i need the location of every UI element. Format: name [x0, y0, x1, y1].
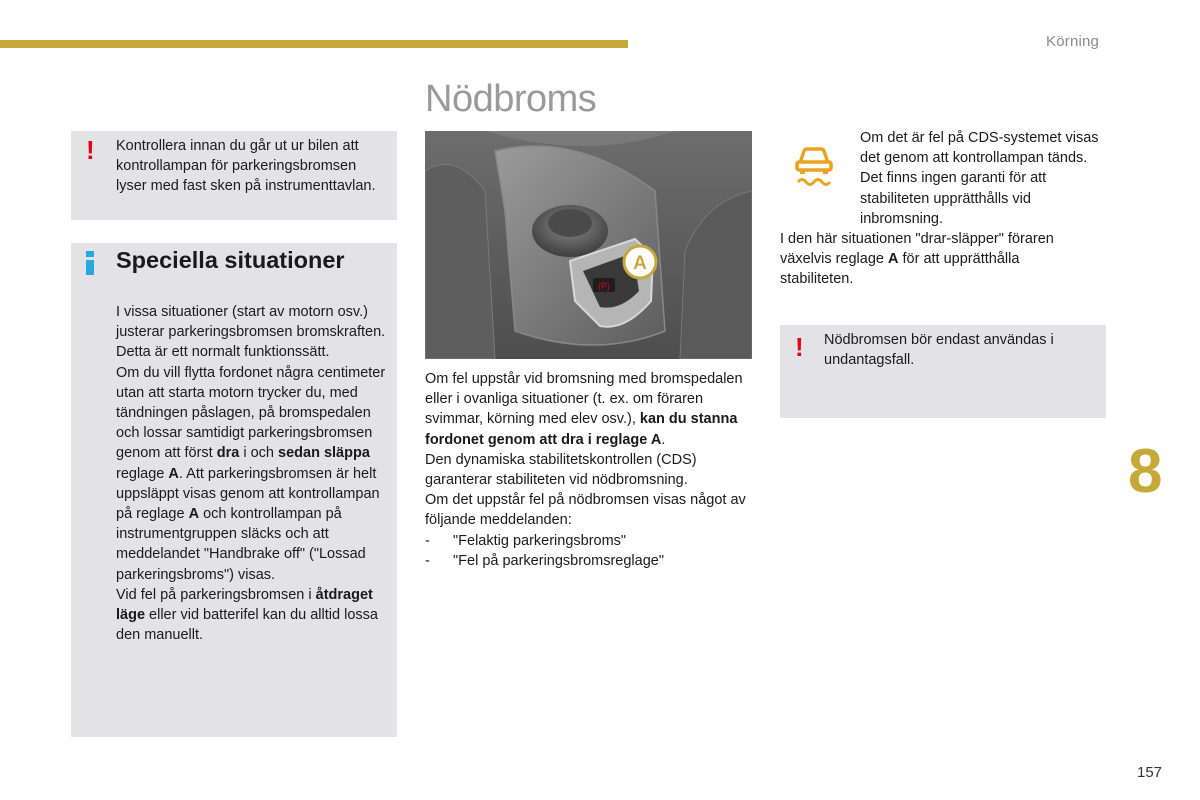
middle-paragraph-1: Om fel uppstår vid bromsning med bromspedalen eller i ovanliga situationer (t. ex. om föraren svimmar, körning med elev osv.), kan du stanna fordonet genom att dra i reglage A.	[425, 371, 743, 448]
middle-column-text	[425, 369, 755, 571]
middle-paragraph-2: Den dynamiska stabilitetskontrollen (CDS) garanterar stabiliteten vid nödbromsning.	[425, 451, 697, 489]
warning-text-parking-lamp: Kontrollera innan du går ut ur bilen att kontrollampan för parkeringsbromsen lyser med fast sken på instrumenttavlan.	[116, 138, 376, 194]
cds-warning-text: Om det är fel på CDS-systemet visas det genom att kontrollampan tänds. Det finns ingen garanti för att stabiliteten upprätthålls vid inbromsning.	[860, 130, 1099, 227]
section-label: Körning	[1046, 33, 1100, 50]
stability-control-warning-icon	[790, 141, 838, 189]
middle-paragraph-3: Om det uppstår fel på nödbromsen visas något av följande meddelanden:	[425, 492, 746, 529]
chapter-number: 8	[1128, 437, 1163, 506]
info-paragraph-1: I vissa situationer (start av motorn osv.) justerar parkeringsbromsen bromskraften. Detta är ett normalt funktionssätt.	[116, 304, 386, 361]
message-list-item: - "Felaktig parkeringsbroms"	[425, 532, 627, 549]
parking-brake-control-icon: (P)	[598, 281, 610, 291]
page-title: Nödbroms	[425, 78, 597, 120]
info-box-heading: Speciella situationer	[116, 247, 345, 273]
header-accent-bar	[0, 40, 628, 48]
right-paragraph: I den här situationen "drar-släpper" föraren växelvis reglage A för att upprätthålla stabiliteten.	[780, 231, 1054, 288]
callout-a-letter: A	[633, 253, 647, 274]
info-box-body	[116, 302, 394, 645]
info-icon	[86, 251, 94, 275]
page-number: 157	[1137, 764, 1163, 781]
parking-brake-illustration-svg	[425, 131, 752, 359]
info-paragraph-2: Om du vill flytta fordonet några centimeter utan att starta motorn trycker du, med tändningen påslagen, på bromspedalen och lossar samtidigt parkeringsbromsen genom att först dra i och sedan släppa reglage A. Att parkeringsbromsen är helt uppsläppt visas genom att kontrollampan på reglage A och kontrollampan på instrumentgruppen släcks och att meddelandet "Handbrake off" ("Lossad parkeringsbroms") visas.	[116, 364, 386, 583]
warning-text-emergency-use: Nödbromsen bör endast användas i undantagsfall.	[824, 332, 1054, 368]
exclamation-warning-icon: !	[86, 135, 95, 165]
message-list-item: - "Fel på parkeringsbromsreglage"	[425, 552, 664, 569]
parking-brake-control-illustration	[425, 131, 752, 359]
info-paragraph-3: Vid fel på parkeringsbromsen i åtdraget läge eller vid batterifel kan du alltid lossa den manuellt.	[116, 586, 378, 644]
exclamation-warning-icon: !	[795, 332, 804, 362]
